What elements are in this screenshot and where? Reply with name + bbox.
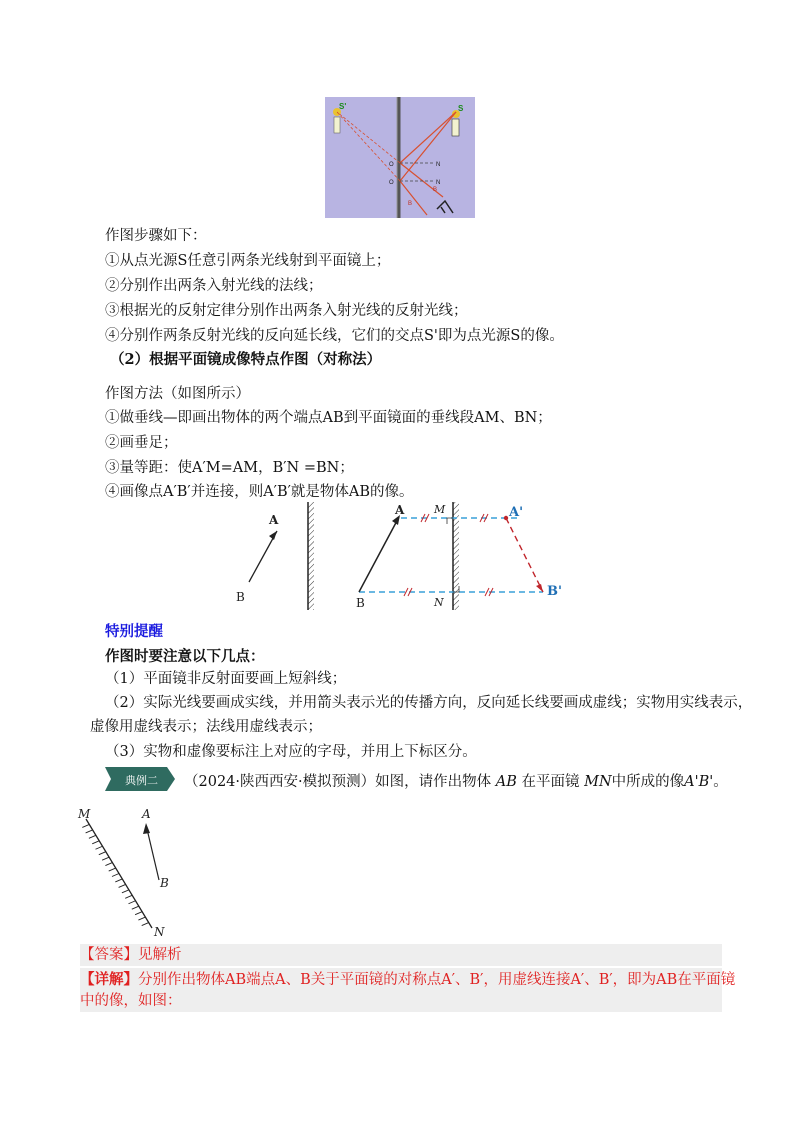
detail-text: 分别作出物体AB端点A、B关于平面镜的对称点A′、B′，用虚线连接A′、B′，即为AB在平面镜 [138, 972, 736, 988]
steps-title: 作图步骤如下： [105, 228, 207, 244]
reminder-item: （1）平面镜非反射面要画上短斜线； [105, 671, 347, 687]
detail-line2: 中的像，如图： [80, 993, 182, 1009]
fig2-right-b: B [356, 596, 365, 610]
mirror-hatch [86, 830, 93, 833]
reminder-item: （2）实际光线要画成实线，并用箭头表示光的传播方向，反向延长线要画成虚线；实物用实线表示， [105, 695, 753, 711]
mirror-hatch [122, 890, 129, 893]
fig1-label-n2: N [436, 180, 441, 186]
fig2-left-a: A [269, 513, 279, 527]
reminder-item: 虚像用虚线表示；法线用虚线表示； [90, 719, 322, 735]
mirror-hatch [92, 841, 99, 844]
mirror-hatch [138, 917, 145, 920]
step-item: ③根据光的反射定律分别作出两条入射光线的反射光线； [105, 303, 468, 319]
fig1-label-n1: N [436, 162, 441, 168]
mirror-hatch [119, 884, 126, 887]
fig2-right-b-image: B' [547, 584, 562, 599]
fig3-n: N [154, 925, 165, 938]
question-ab: AB [495, 774, 517, 790]
step-item: ②分别作出两条入射光线的法线； [105, 278, 323, 294]
mirror-hatch [82, 824, 89, 827]
fig1-label-o1: O [389, 162, 394, 168]
answer-box [80, 944, 722, 966]
fig3-a: A [142, 807, 151, 821]
mirror-hatch [132, 906, 139, 909]
fig2-left-b: B [236, 590, 245, 604]
reminder-subtitle: 作图时要注意以下几点： [105, 648, 265, 665]
reminder-title: 特别提醒 [105, 623, 163, 640]
method-item: ①做垂线—即画出物体的两个端点AB到平面镜面的垂线段AM、BN； [105, 410, 552, 426]
fig2-right-a-image: A' [509, 505, 524, 520]
reflection-diagram [325, 97, 475, 218]
method-item: ④画像点A′B′并连接，则A′B′就是物体AB的像。 [105, 484, 414, 500]
symmetry-diagram [225, 500, 585, 612]
fig1-label-o2: O [389, 180, 394, 186]
fig1-label-s: S [458, 104, 464, 113]
detail-line1 [80, 969, 735, 991]
step-item: ④分别作两条反射光线的反向延长线，它们的交点S'即为点光源S的像。 [105, 328, 564, 344]
fig2-right-m: M [434, 503, 446, 516]
mirror-hatch [102, 857, 109, 860]
mirror-mn-diagram [72, 803, 182, 938]
mirror-hatch [109, 868, 116, 871]
mirror-hatch [99, 852, 106, 855]
question-end: 。 [713, 774, 728, 790]
example-tag-label: 典例二 [125, 774, 158, 787]
method-title: 作图方法（如图所示） [105, 386, 250, 402]
method-item: ②画垂足； [105, 435, 178, 451]
mirror-hatch [105, 863, 112, 866]
step-item: ①从点光源S任意引两条光线射到平面镜上； [105, 253, 391, 269]
question-mn: MN [584, 774, 612, 790]
mirror-hatch [129, 901, 136, 904]
mirror-hatch [125, 895, 132, 898]
section-heading: （2）根据平面镜成像特点作图（对称法） [110, 351, 382, 368]
mirror-hatch [135, 912, 142, 915]
mirror-hatch [96, 846, 103, 849]
fig1-label-s-virtual: S' [339, 102, 347, 111]
question-prefix: （2024·陕西西安·模拟预测）如图，请作出物体 [184, 774, 492, 790]
reminder-item: （3）实物和虚像要标注上对应的字母，并用上下标区分。 [105, 744, 477, 760]
question-mid2: 中所成的像 [611, 774, 685, 790]
mirror-hatch [112, 874, 119, 877]
question-mid: 在平面镜 [521, 774, 580, 790]
mirror-hatch [142, 923, 149, 926]
fig3-b: B [160, 876, 169, 890]
example-tag [105, 767, 175, 791]
fig1-label-b2: B [408, 201, 413, 207]
answer-label: 【答案】见解析 [80, 947, 182, 963]
detail-box [80, 968, 736, 1012]
fig2-right-a: A [395, 503, 405, 517]
fig3-m: M [78, 807, 91, 821]
example-question [184, 772, 728, 792]
detail-label: 【详解】 [80, 971, 138, 988]
mirror-hatch [89, 835, 96, 838]
fig2-right-n: N [434, 596, 444, 609]
mirror-hatch [115, 879, 122, 882]
question-image: A'B' [684, 774, 714, 790]
fig1-label-b1: B [433, 187, 438, 193]
method-item: ③量等距：使A′M=AM，B′N =BN； [105, 460, 354, 476]
